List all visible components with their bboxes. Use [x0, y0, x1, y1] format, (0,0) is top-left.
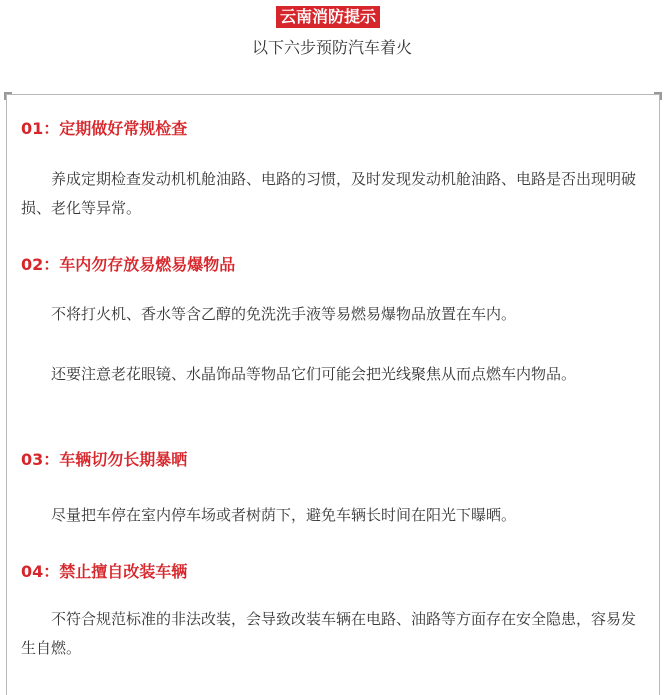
section-heading-01: 01：定期做好常规检查 — [21, 119, 188, 138]
section-03-paragraph-1: 尽量把车停在室内停车场或者树荫下，避免车辆长时间在阳光下曝晒。 — [51, 506, 517, 524]
section-04-paragraph-1: 不符合规范标准的非法改装，会导致改装车辆在电路、油路等方面存在安全隐患，容易发生自燃。 — [21, 610, 637, 657]
frame-corner-top-right — [654, 92, 662, 100]
section-heading-04: 04：禁止擅自改装车辆 — [21, 562, 188, 581]
section-02-paragraph-1: 不将打火机、香水等含乙醇的免洗洗手液等易燃易爆物品放置在车内。 — [51, 305, 517, 323]
frame-corner-top-left — [4, 92, 12, 100]
section-02-paragraph-2: 还要注意老花眼镜、水晶饰品等物品它们可能会把光线聚焦从而点燃车内物品。 — [51, 365, 577, 383]
section-heading-02: 02：车内勿存放易燃易爆物品 — [21, 255, 236, 274]
section-heading-03: 03：车辆切勿长期暴晒 — [21, 450, 188, 469]
title-badge: 云南消防提示 — [276, 6, 380, 28]
subtitle: 以下六步预防汽车着火 — [251, 38, 412, 57]
section-01-paragraph-1: 养成定期检查发动机机舱油路、电路的习惯，及时发现发动机舱油路、电路是否出现明破损、老化等异常。 — [21, 170, 637, 217]
